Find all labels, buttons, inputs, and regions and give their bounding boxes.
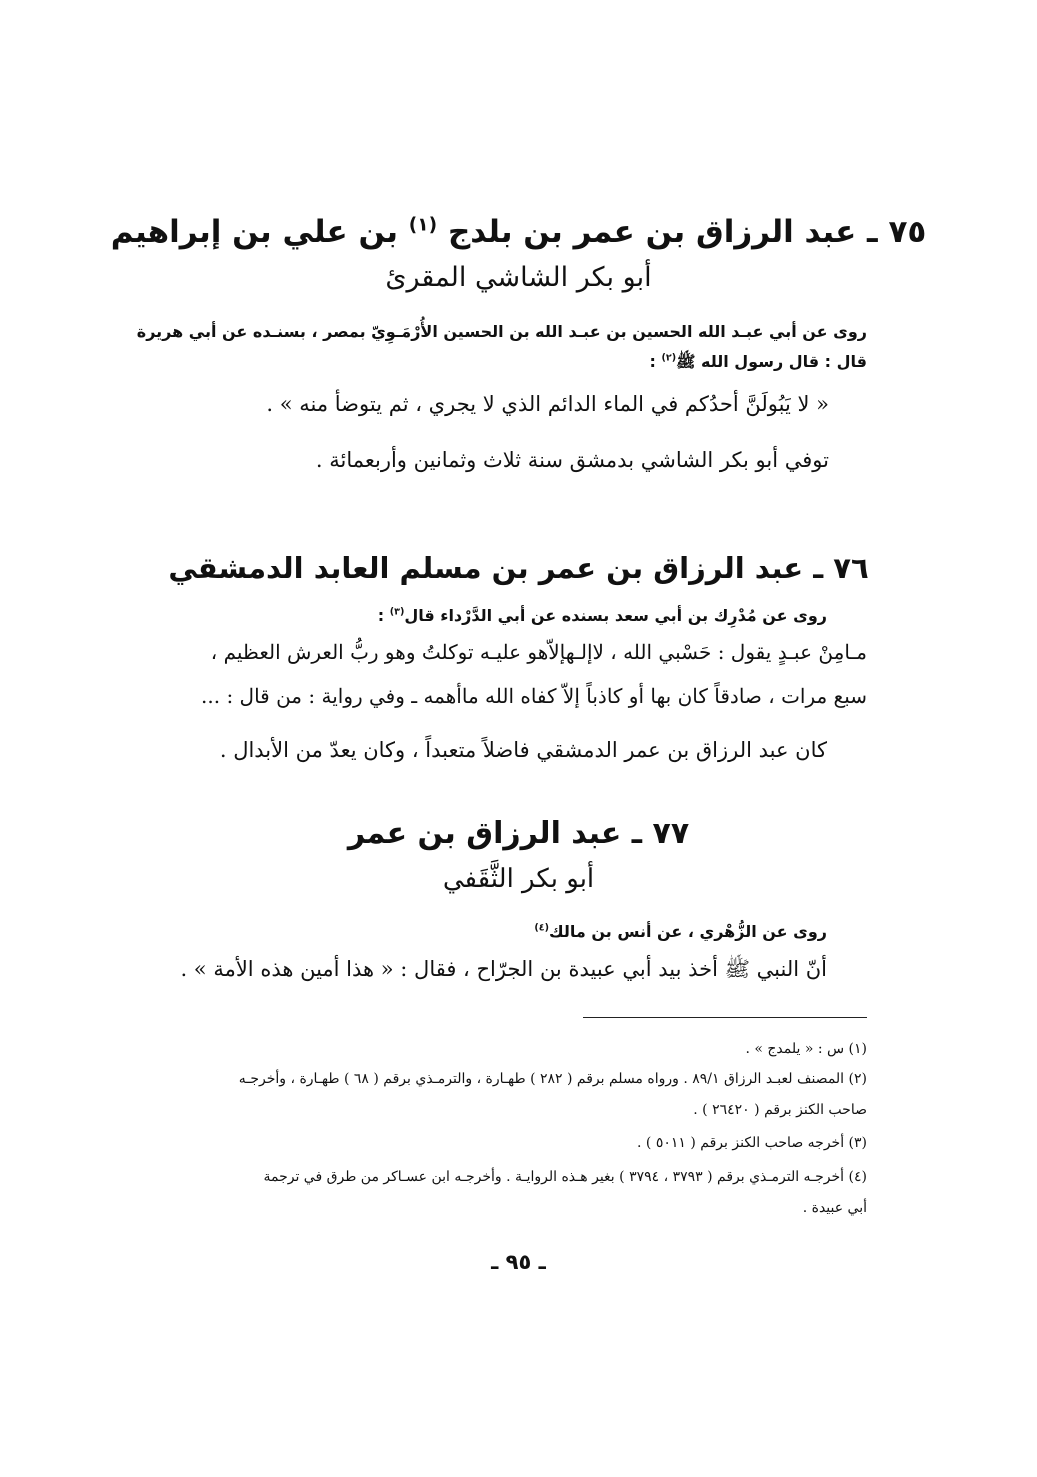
footnote-2-line-1: (٢) المصنف لعبـد الرزاق ٨٩/١ . ورواه مسلم برقم ( ٢٨٢ ) طهـارة ، والترمـذي برقم ( ٦٨ ) طهـارة ، وأخرجـه [238, 1071, 867, 1087]
footnote-4-line-2: أبي عبيدة . [802, 1200, 867, 1216]
entry-76-text-line-1: مـامِنْ عبـدٍ يقول : حَسْبي الله ، لاإلـهإلاّهو عليـه توكلتُ وهو ربُّ العرش العظيم ، [210, 640, 867, 664]
footnote-1: (١) س : « يلمدج » . [745, 1041, 867, 1057]
entry-77-text: أنّ النبي ﷺ أخذ بيد أبي عبيدة بن الجرّاح ، فقال : « هذا أمين هذه الأمة » . [180, 957, 827, 981]
page-number: ـ ٩٥ ـ [491, 1250, 546, 1274]
entry-76-bio: كان عبد الرزاق بن عمر الدمشقي فاضلاً متعبداً ، وكان يعدّ من الأبدال . [219, 738, 827, 762]
footnote-ref-3: (٣) [389, 606, 405, 618]
entry-75-chain-line-2 [649, 352, 867, 375]
entry-75-chain-text: قال : قال رسول الله ﷺ [676, 352, 867, 371]
entry-76-title: ٧٦ ـ عبد الرزاق بن عمر بن مسلم العابد الدمشقي [168, 551, 869, 585]
entry-77-chain [534, 922, 827, 941]
entry-77-chain-text: روى عن الزُّهْري ، عن أنس بن مالك [548, 922, 827, 941]
footnote-divider [583, 1017, 867, 1018]
entry-75-title-end: بن علي بن إبراهيم [110, 214, 398, 250]
footnote-2-line-2: صاحب الكنز برقم ( ٢٦٤٢٠ ) . [693, 1102, 867, 1118]
entry-76-chain-text: روى عن مُدْرِك بن أبي سعد بسنده عن أبي الدَّرْداء قال [404, 606, 827, 625]
entry-75-kunya: أبو بكر الشاشي المقرئ [385, 262, 652, 293]
entry-75-title-main: ٧٥ ـ عبد الرزاق بن عمر بن بلدج [447, 214, 927, 250]
entry-75-death: توفي أبو بكر الشاشي بدمشق سنة ثلاث وثمانين وأربعمائة . [315, 448, 829, 472]
entry-76-text-line-2: سبع مرات ، صادقاً كان بها أو كاذباً إلاّ كفاه الله ماأهمه ـ وفي رواية : من قال : ... [201, 684, 867, 708]
footnote-4-line-1: (٤) أخرجـه الترمـذي برقم ( ٣٧٩٣ ، ٣٧٩٤ ) بغير هـذه الروايـة . وأخرجـه ابن عسـاكر من طرق في ترجمة [263, 1169, 867, 1185]
footnote-ref-1: (١) [408, 214, 438, 236]
entry-77-title: ٧٧ ـ عبد الرزاق بن عمر [347, 816, 690, 851]
entry-75-hadith: « لا يَبُولَنَّ أحدُكم في الماء الدائم الذي لا يجري ، ثم يتوضأ منه » . [266, 392, 829, 416]
footnote-ref-2: (٢) [661, 352, 677, 364]
entry-76-chain [378, 606, 827, 625]
footnote-3: (٣) أخرجه صاحب الكنز برقم ( ٥٠١١ ) . [637, 1135, 867, 1151]
entry-75-chain-line-1: روى عن أبي عبـد الله الحسين بن عبـد الله بن الحسين الأُرْمَـوِيّ بمصر ، بسنـده عن أبي هريرة [136, 322, 867, 341]
entry-76-chain-colon: : [377, 606, 385, 625]
footnote-ref-4: (٤) [534, 922, 549, 934]
entry-77-kunya: أبو بكر الثَّقَفي [442, 864, 595, 894]
entry-75-chain-colon: : [649, 352, 656, 371]
entry-75-title [0, 214, 1037, 250]
